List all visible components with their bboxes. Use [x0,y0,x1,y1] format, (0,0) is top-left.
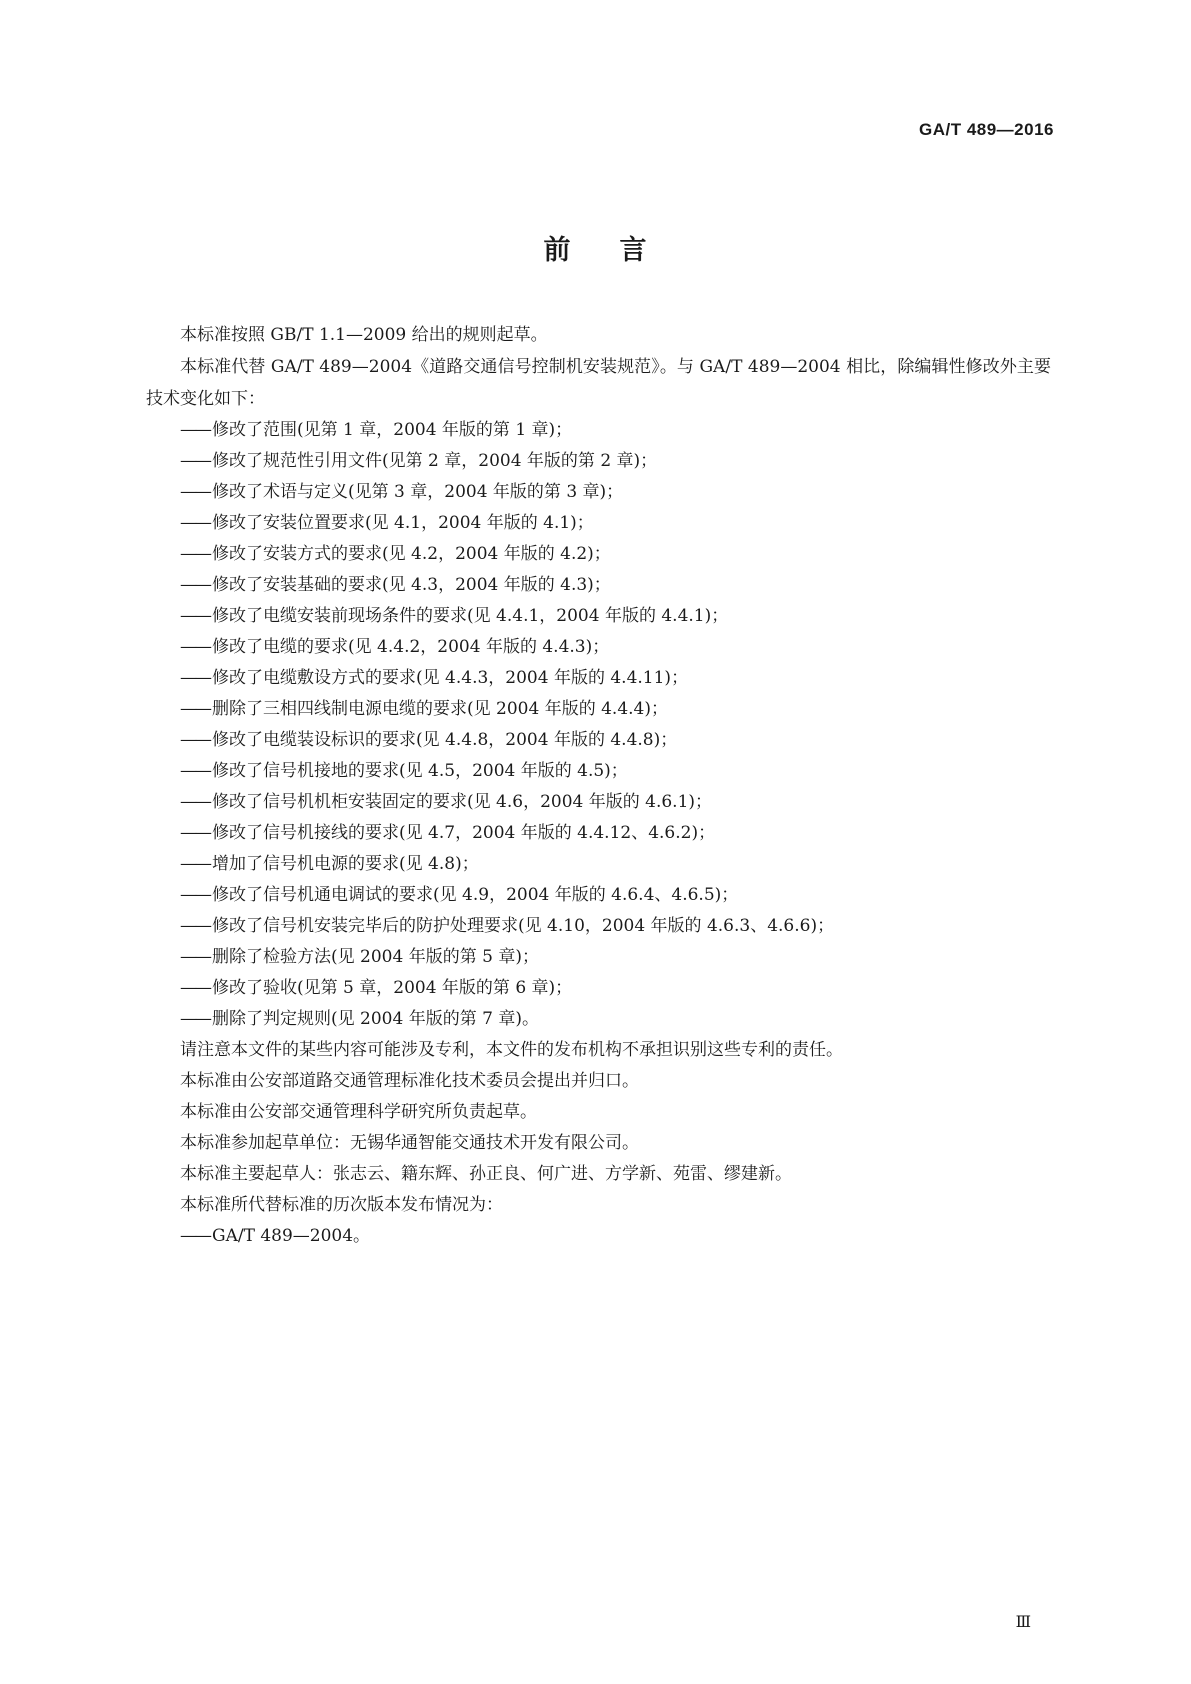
page-number: Ⅲ [1015,1612,1031,1631]
list-item: —— 修改了信号机安装完毕后的防护处理要求(见 4.10，2004 年版的 4.6.3、4.6.6)； [180,916,835,936]
list-item: —— 修改了信号机接地的要求(见 4.5，2004 年版的 4.5)； [180,761,628,781]
list-item: —— 修改了安装方式的要求(见 4.2，2004 年版的 4.2)； [180,544,611,564]
list-item: —— 删除了三相四线制电源电缆的要求(见 2004 年版的 4.4.4)； [180,699,668,719]
paragraph-main-drafters: 本标准主要起草人：张志云、籍东辉、孙正良、何广进、方学新、苑雷、缪建新。 [180,1164,792,1184]
list-item: —— 修改了信号机机柜安装固定的要求(见 4.6，2004 年版的 4.6.1)； [180,792,713,812]
list-item: —— 修改了验收(见第 5 章，2004 年版的第 6 章)； [180,978,573,998]
list-item: —— 删除了检验方法(见 2004 年版的第 5 章)； [180,947,539,967]
list-item: —— 修改了信号机接线的要求(见 4.7，2004 年版的 4.4.12、4.6.2)； [180,823,716,843]
list-item: —— 增加了信号机电源的要求(见 4.8)； [180,854,479,874]
list-item: —— 修改了范围(见第 1 章，2004 年版的第 1 章)； [180,420,573,440]
list-item: —— 修改了电缆装设标识的要求(见 4.4.8，2004 年版的 4.4.8)； [180,730,678,750]
title-char-2: 言 [619,235,648,266]
foreword-body [146,320,1051,1252]
list-item: —— 修改了安装基础的要求(见 4.3，2004 年版的 4.3)； [180,575,611,595]
standard-code-header: GA/T 489—2016 [918,120,1054,139]
list-item: —— 修改了电缆的要求(见 4.4.2，2004 年版的 4.4.3)； [180,637,610,657]
paragraph-history-intro: 本标准所代替标准的历次版本发布情况为： [180,1195,503,1215]
paragraph-participating-unit: 本标准参加起草单位：无锡华通智能交通技术开发有限公司。 [180,1133,639,1153]
list-item: —— 修改了电缆安装前现场条件的要求(见 4.4.1，2004 年版的 4.4.1)； [180,606,729,626]
list-item: —— 修改了安装位置要求(见 4.1，2004 年版的 4.1)； [180,513,594,533]
changes-list [146,415,1051,1035]
title-char-1: 前 [543,235,572,266]
list-item: —— 修改了规范性引用文件(见第 2 章，2004 年版的第 2 章)； [180,451,658,471]
paragraph-patent-notice: 请注意本文件的某些内容可能涉及专利，本文件的发布机构不承担识别这些专利的责任。 [180,1040,843,1060]
paragraph-replacement: 本标准代替 GA/T 489—2004《道路交通信号控制机安装规范》。与 GA/T 489—2004 相比，除编辑性修改外主要技术变化如下： [146,357,1051,409]
page-title [0,228,1191,267]
paragraph-proposed-by: 本标准由公安部道路交通管理标准化技术委员会提出并归口。 [180,1071,639,1091]
list-item: —— 修改了术语与定义(见第 3 章，2004 年版的第 3 章)； [180,482,624,502]
history-item: —— GA/T 489—2004。 [180,1226,371,1246]
paragraph-drafting-rules: 本标准按照 GB/T 1.1—2009 给出的规则起草。 [180,325,548,345]
list-item: —— 修改了电缆敷设方式的要求(见 4.4.3，2004 年版的 4.4.11)； [180,668,689,688]
list-item: —— 删除了判定规则(见 2004 年版的第 7 章)。 [180,1009,539,1029]
list-item: —— 修改了信号机通电调试的要求(见 4.9，2004 年版的 4.6.4、4.6.5)； [180,885,739,905]
paragraph-drafted-by: 本标准由公安部交通管理科学研究所负责起草。 [180,1102,537,1122]
